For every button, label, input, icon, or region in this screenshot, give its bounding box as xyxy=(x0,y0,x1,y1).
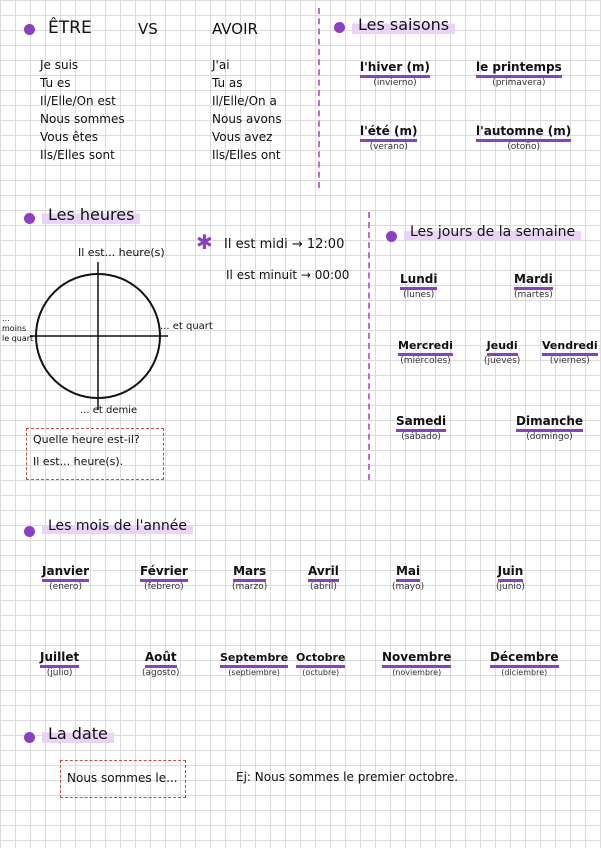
mois-item xyxy=(142,646,179,678)
bullet-icon xyxy=(24,526,35,537)
etre-line: Il/Elle/On est xyxy=(40,94,116,108)
avoir-conjugation xyxy=(212,56,282,164)
jour-translation: (lunes) xyxy=(403,290,435,300)
etre-conjugation xyxy=(40,56,125,164)
mois-item xyxy=(496,560,525,592)
mois-item xyxy=(40,646,79,678)
mois-translation: (marzo) xyxy=(232,582,268,592)
jour-translation: (viernes) xyxy=(549,356,590,366)
saison-translation: (verano) xyxy=(369,142,408,152)
bullet-icon xyxy=(24,24,35,35)
mois-word: Décembre xyxy=(490,650,559,668)
mois-item xyxy=(296,646,345,677)
jour-translation: (jueves) xyxy=(484,356,521,366)
mois-item xyxy=(392,560,424,592)
divider-middle xyxy=(368,212,370,480)
date-box-text: Nous sommes le... xyxy=(67,771,178,785)
mois-word: Août xyxy=(145,650,177,668)
etre-line: Vous êtes xyxy=(40,130,99,144)
minuit-line: Il est minuit → 00:00 xyxy=(226,268,350,282)
jour-word: Vendredi xyxy=(542,339,598,356)
mois-word: Avril xyxy=(308,564,339,582)
jour-word: Lundi xyxy=(400,272,437,290)
mois-translation: (julio) xyxy=(46,668,73,678)
date-box xyxy=(60,760,186,798)
answer-text: Il est... heure(s). xyxy=(33,455,124,468)
avoir-line: Tu as xyxy=(212,76,243,90)
saison-item xyxy=(476,56,562,88)
mois-item xyxy=(220,646,288,677)
saison-item xyxy=(360,120,417,152)
bullet-icon xyxy=(334,22,345,33)
mois-word: Septembre xyxy=(220,651,288,668)
mois-word: Mars xyxy=(233,564,266,582)
bullet-icon xyxy=(24,732,35,743)
mois-word: Novembre xyxy=(382,650,451,668)
vs-heading: VS xyxy=(138,20,158,38)
mois-translation: (agosto) xyxy=(142,668,180,678)
saison-word: l'été (m) xyxy=(360,124,417,142)
date-example: Ej: Nous sommes le premier octobre. xyxy=(236,770,459,784)
jour-word: Samedi xyxy=(396,414,446,432)
mois-item xyxy=(490,646,559,677)
clock-label-left: ... moins le quart xyxy=(2,314,34,343)
jour-item xyxy=(516,410,583,442)
mois-word: Janvier xyxy=(42,564,89,582)
mois-item xyxy=(382,646,451,677)
etre-line: Tu es xyxy=(40,76,71,90)
jour-translation: (domingo) xyxy=(526,432,573,442)
jour-item xyxy=(396,410,446,442)
mois-title: Les mois de l'année xyxy=(42,518,193,534)
saison-word: l'automne (m) xyxy=(476,124,571,142)
mois-translation: (diciembre) xyxy=(501,668,548,677)
mois-word: Octobre xyxy=(296,651,345,668)
mois-item xyxy=(140,560,188,592)
saison-translation: (primavera) xyxy=(492,78,546,88)
saison-item xyxy=(476,120,571,152)
jour-translation: (martes) xyxy=(514,290,553,300)
star-icon: ✱ xyxy=(196,230,213,254)
saison-word: l'hiver (m) xyxy=(360,60,430,78)
mois-translation: (mayo) xyxy=(392,582,425,592)
mois-translation: (junio) xyxy=(496,582,525,592)
question-text: Quelle heure est-il? xyxy=(33,433,140,446)
clock-label-bottom: ... et demie xyxy=(80,405,138,416)
jour-item xyxy=(400,268,437,300)
jour-word: Dimanche xyxy=(516,414,583,432)
avoir-line: J'ai xyxy=(212,58,230,72)
mois-translation: (octubre) xyxy=(302,668,340,677)
jour-item xyxy=(542,334,598,366)
jour-translation: (sábado) xyxy=(401,432,441,442)
mois-translation: (noviembre) xyxy=(392,668,442,677)
avoir-line: Vous avez xyxy=(212,130,273,144)
mois-item xyxy=(42,560,89,592)
question-box xyxy=(26,428,164,480)
clock-diagram xyxy=(30,262,170,412)
mois-word: Juillet xyxy=(40,650,79,668)
bullet-icon xyxy=(386,231,397,242)
jour-translation: (miércoles) xyxy=(400,356,451,366)
clock-label-right: ... et quart xyxy=(160,321,213,332)
mois-translation: (septiembre) xyxy=(228,668,280,677)
mois-word: Juin xyxy=(498,564,524,582)
avoir-heading: AVOIR xyxy=(212,20,258,38)
saison-translation: (otoño) xyxy=(507,142,541,152)
avoir-line: Ils/Elles ont xyxy=(212,148,281,162)
clock-label-top: Il est... heure(s) xyxy=(78,246,165,259)
mois-item xyxy=(232,560,267,592)
saison-item xyxy=(360,56,430,88)
mois-translation: (abril) xyxy=(309,582,337,592)
etre-heading: ÊTRE xyxy=(48,18,92,38)
saison-word: le printemps xyxy=(476,60,562,78)
jours-title: Les jours de la semaine xyxy=(404,224,581,240)
etre-line: Ils/Elles sont xyxy=(40,148,115,162)
jour-item xyxy=(484,334,520,366)
avoir-line: Nous avons xyxy=(212,112,282,126)
mois-word: Mai xyxy=(396,564,420,582)
jour-word: Mardi xyxy=(514,272,553,290)
divider-top xyxy=(318,8,320,188)
etre-line: Je suis xyxy=(40,58,79,72)
mois-word: Février xyxy=(140,564,188,582)
avoir-line: Il/Elle/On a xyxy=(212,94,277,108)
mois-translation: (enero) xyxy=(49,582,82,592)
mois-item xyxy=(308,560,339,592)
jour-item xyxy=(514,268,553,300)
midi-line: Il est midi → 12:00 xyxy=(224,237,345,252)
saisons-title: Les saisons xyxy=(352,15,455,34)
mois-translation: (febrero) xyxy=(144,582,184,592)
date-title: La date xyxy=(42,724,114,743)
saison-translation: (invierno) xyxy=(373,78,417,88)
jour-word: Mercredi xyxy=(398,339,453,356)
jour-item xyxy=(398,334,453,366)
heures-title: Les heures xyxy=(42,205,140,224)
etre-line: Nous sommes xyxy=(40,112,125,126)
jour-word: Jeudi xyxy=(487,339,518,356)
bullet-icon xyxy=(24,213,35,224)
